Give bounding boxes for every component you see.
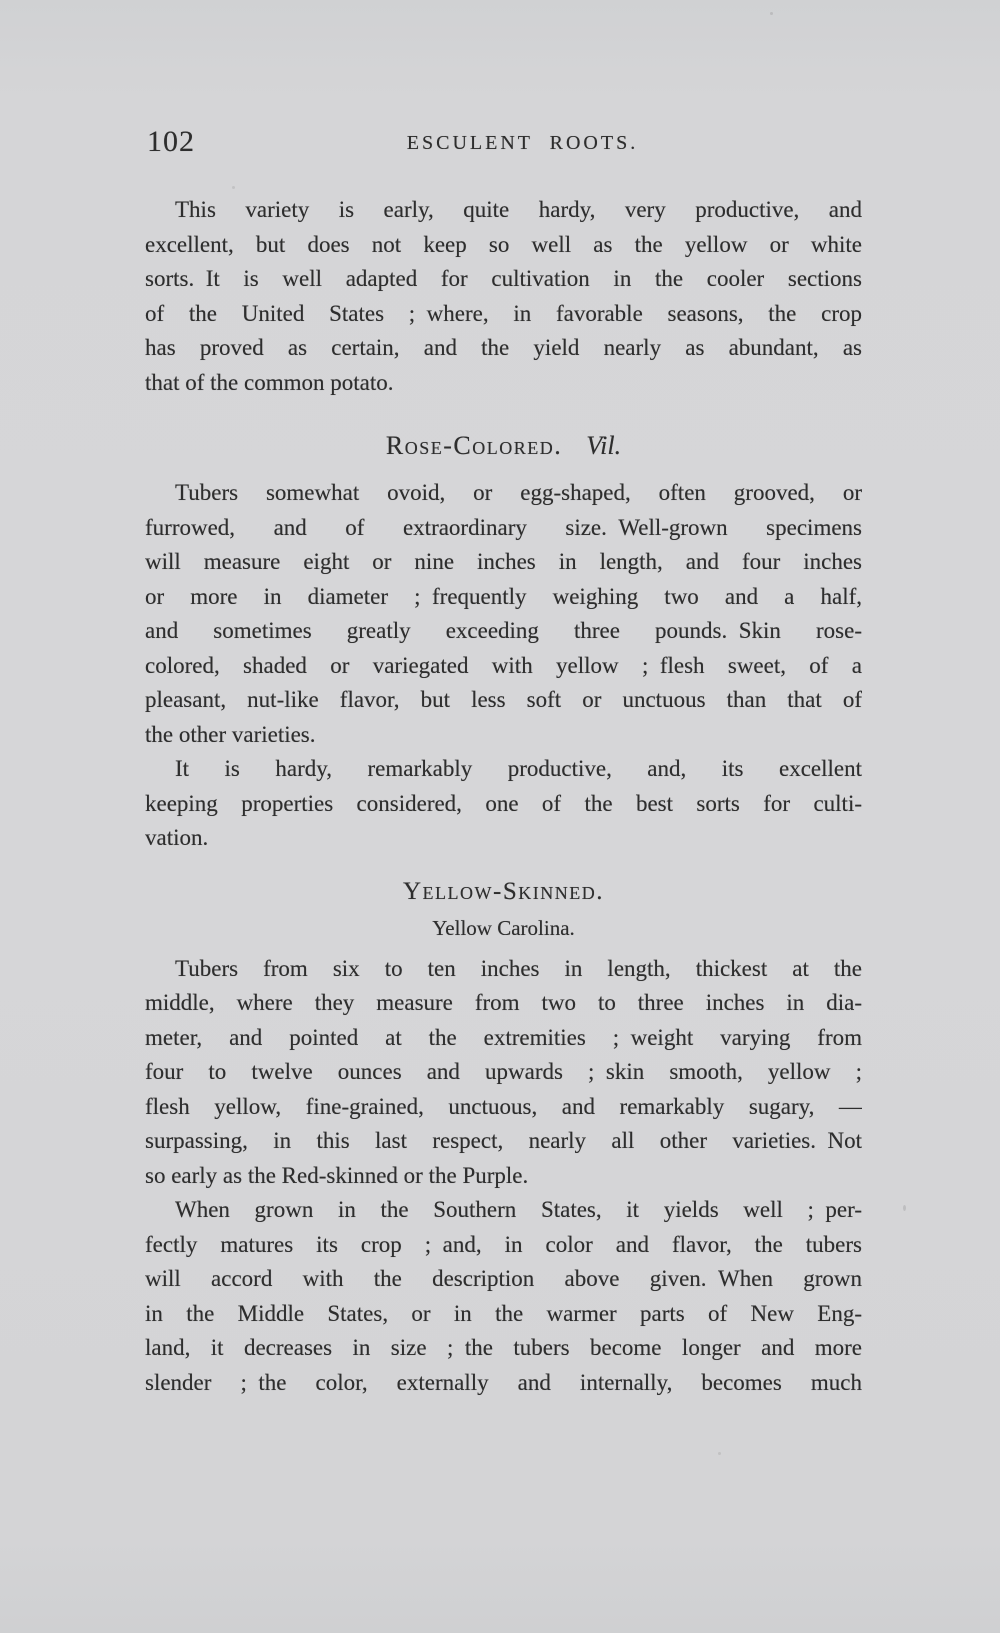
text-line: has proved as certain, and the yield nearly as abundant, as — [145, 335, 862, 360]
text-line: or more in diameter ; frequently weighing two and a half, — [145, 583, 862, 609]
text-line: vation. — [145, 825, 209, 850]
text-line: slender ; the color, externally and internally, becomes much — [145, 1369, 862, 1395]
text-line: pleasant, nut-like flavor, but less soft or unctuous than that of — [145, 687, 862, 712]
text-line: that of the common potato. — [145, 369, 394, 395]
paragraph-variety-overview — [145, 193, 862, 400]
section-heading-yellow-skinned — [145, 876, 862, 908]
running-title: ESCULENT ROOTS. — [406, 132, 639, 154]
text-line: When grown in the Southern States, it yields well ; per- — [175, 1197, 862, 1222]
paragraph-rose-colored-description — [145, 476, 862, 752]
scan-speck — [903, 1205, 906, 1211]
text-line: excellent, but does not keep so well as the yellow or white — [145, 231, 862, 257]
variety-name-heading: Yellow-Skinned. — [403, 877, 604, 905]
text-block — [145, 125, 862, 1400]
variety-name-heading: Rose-Colored. — [385, 431, 563, 460]
paragraph-rose-colored-merits — [145, 752, 862, 856]
page-header — [145, 125, 862, 158]
text-line: fectly matures its crop ; and, in color and flavor, the tubers — [145, 1231, 862, 1257]
text-line: furrowed, and of extraordinary size. Well-grown specimens — [145, 514, 862, 540]
text-line: flesh yellow, fine-grained, unctuous, and remarkably sugary, — — [145, 1093, 862, 1119]
page-number: 102 — [147, 125, 195, 158]
text-line: four to twelve ounces and upwards ; skin smooth, yellow ; — [145, 1059, 862, 1084]
text-line: Tubers from six to ten inches in length, thickest at the — [175, 955, 862, 981]
text-line: middle, where they measure from two to three inches in dia- — [145, 990, 862, 1015]
scan-speck — [718, 1452, 721, 1455]
text-line: land, it decreases in size ; the tubers become longer and more — [145, 1335, 862, 1360]
text-line: colored, shaded or variegated with yellow ; flesh sweet, of a — [145, 652, 862, 678]
text-line: of the United States ; where, in favorable seasons, the crop — [145, 300, 862, 326]
text-line: surpassing, in this last respect, nearly all other varieties. Not — [145, 1128, 862, 1153]
section-heading-rose-colored — [145, 428, 862, 464]
text-line: It is hardy, remarkably productive, and, its excellent — [175, 756, 862, 781]
text-line: the other varieties. — [145, 721, 316, 747]
text-line: in the Middle States, or in the warmer parts of New Eng- — [145, 1300, 862, 1326]
text-line: This variety is early, quite hardy, very productive, and — [175, 197, 862, 222]
text-line: keeping properties considered, one of the best sorts for culti- — [145, 790, 862, 816]
scan-speck — [770, 12, 773, 15]
botanical-authority: Vil. — [586, 431, 622, 460]
text-line: so early as the Red-skinned or the Purple. — [145, 1162, 529, 1188]
text-line: will measure eight or nine inches in length, and four inches — [145, 549, 862, 574]
text-line: and sometimes greatly exceeding three pounds. Skin rose- — [145, 618, 862, 643]
text-line: Tubers somewhat ovoid, or egg-shaped, often grooved, or — [175, 480, 862, 505]
variety-subheading-yellow-carolina: Yellow Carolina. — [432, 915, 575, 940]
text-line: meter, and pointed at the extremities ; weight varying from — [145, 1024, 862, 1050]
text-line: sorts. It is well adapted for cultivation in the cooler sections — [145, 266, 862, 291]
text-line: will accord with the description above given. When grown — [145, 1266, 862, 1291]
paragraph-yellow-skinned-cultivation — [145, 1193, 862, 1400]
paragraph-yellow-skinned-description — [145, 952, 862, 1194]
